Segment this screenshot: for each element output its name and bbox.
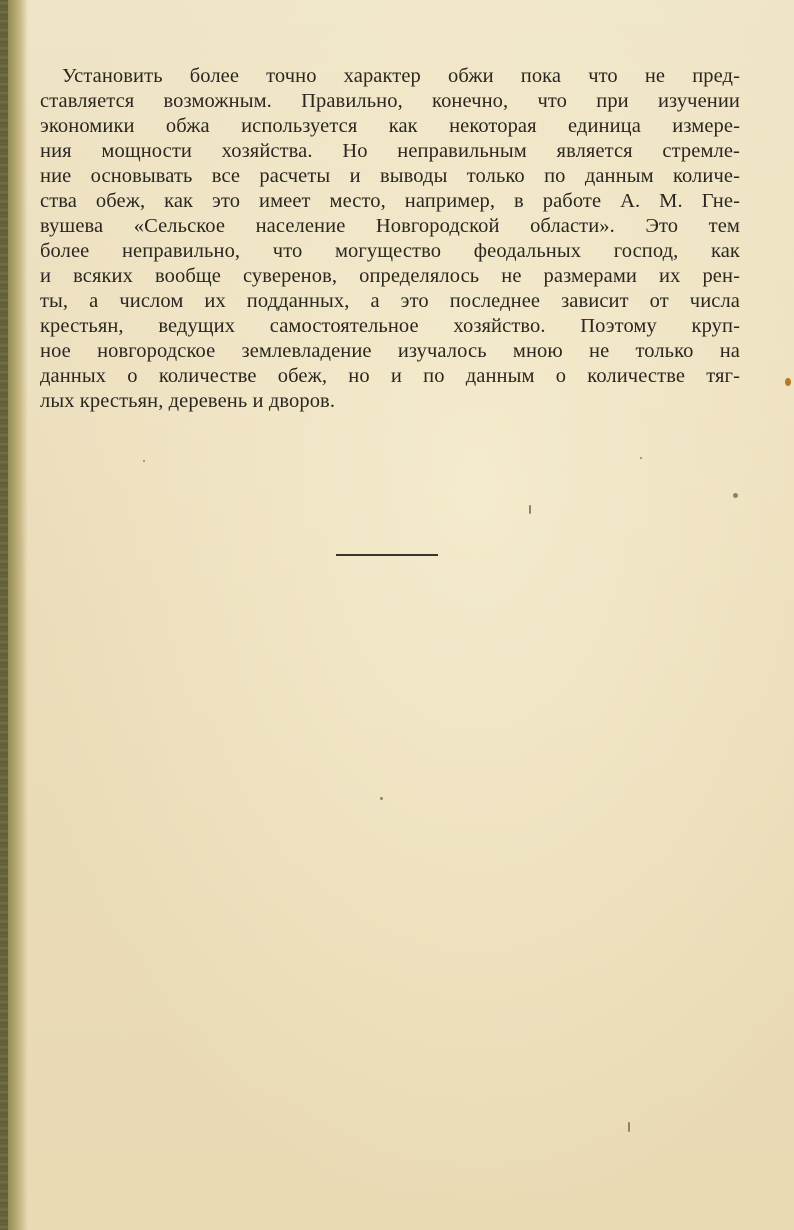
paragraph-line: ние основывать все расчеты и выводы только по данным количе- — [40, 165, 740, 187]
paragraph-line: ты, а числом их подданных, а это последнее зависит от числа — [40, 290, 740, 312]
scan-speck — [733, 493, 738, 498]
paragraph-line: более неправильно, что могущество феодальных господ, как — [40, 240, 740, 262]
scan-speck — [143, 460, 145, 462]
paragraph-line: ное новгородское землевладение изучалось мною не только на — [40, 340, 740, 362]
paragraph-line: лых крестьян, деревень и дворов. — [40, 390, 336, 412]
scan-speck — [640, 457, 642, 459]
scan-speck — [785, 378, 791, 386]
paragraph-line: экономики обжа используется как некоторая единица измере- — [40, 115, 740, 137]
paragraph-line: ства обеж, как это имеет место, например, в работе А. М. Гне- — [40, 190, 740, 212]
paragraph-line: данных о количестве обеж, но и по данным о количестве тяг- — [40, 365, 740, 387]
page-binding-spine — [0, 0, 8, 1230]
scan-speck — [380, 797, 383, 800]
paragraph-line: крестьян, ведущих самостоятельное хозяйство. Поэтому круп- — [40, 315, 740, 337]
scan-speck — [529, 505, 531, 514]
body-paragraph — [40, 64, 740, 414]
scan-speck — [628, 1122, 630, 1132]
paragraph-line: и всяких вообще суверенов, определялось не размерами их рен- — [40, 265, 740, 287]
section-end-rule — [336, 554, 438, 556]
paragraph-line: Установить более точно характер обжи пока что не пред- — [62, 65, 740, 87]
paragraph-line: ставляется возможным. Правильно, конечно, что при изучении — [40, 90, 740, 112]
paragraph-line: вушева «Сельское население Новгородской области». Это тем — [40, 215, 740, 237]
paragraph-line: ния мощности хозяйства. Но неправильным является стремле- — [40, 140, 740, 162]
